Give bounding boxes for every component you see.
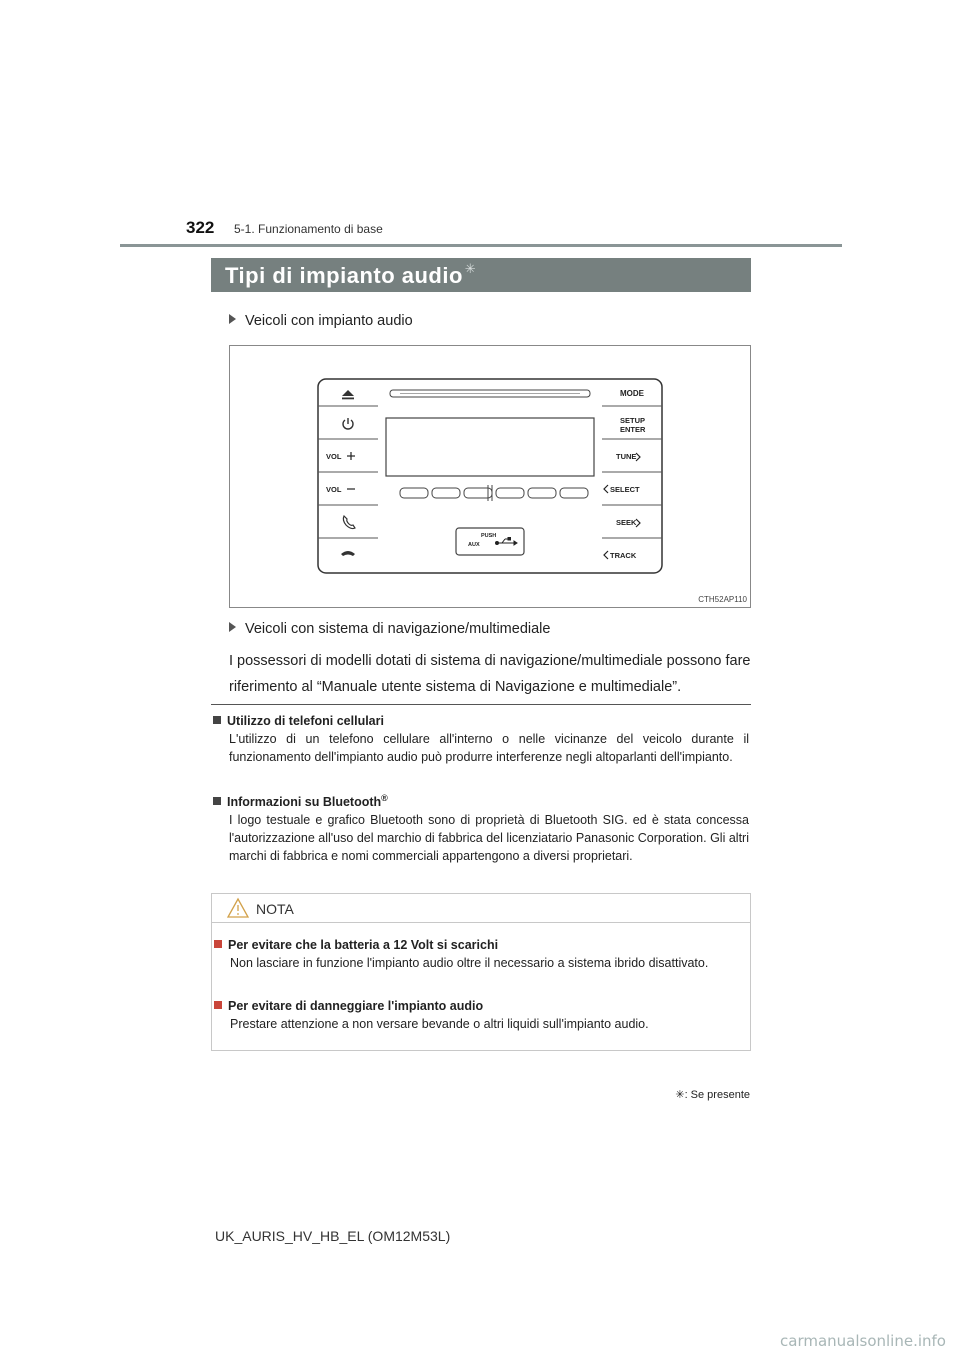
caution-heading: [214, 936, 746, 954]
caution-body: Prestare attenzione a non versare bevande o altri liquidi sull'impianto audio.: [230, 1017, 649, 1031]
seek-button: SEEK: [616, 518, 637, 527]
bullet-navigation-system: [229, 621, 550, 637]
footnote: [675, 1088, 750, 1101]
bullet-text: Veicoli con sistema di navigazione/multimediale: [245, 621, 551, 637]
caution-label: NOTA: [256, 901, 294, 917]
caution-item-battery: [214, 936, 746, 972]
registered-mark: ®: [381, 793, 388, 803]
square-bullet-icon: [213, 797, 221, 805]
caution-header: [212, 894, 750, 923]
section-label: 5-1. Funzionamento di base: [234, 222, 383, 236]
setup-button: SETUP: [620, 416, 646, 425]
square-bullet-icon: [214, 940, 222, 948]
vol-down-button: VOL: [326, 485, 342, 494]
track-button: TRACK: [610, 551, 637, 560]
header-rule: [120, 244, 842, 247]
vol-up-button: VOL: [326, 452, 342, 461]
note-cellphones: [213, 712, 749, 766]
separator-rule: [211, 704, 751, 705]
footer-code: UK_AURIS_HV_HB_EL (OM12M53L): [215, 1228, 451, 1244]
page-title-text: Tipi di impianto audio: [225, 263, 463, 288]
watermark: carmanualsonline.info: [780, 1332, 946, 1350]
push-label: PUSH: [481, 533, 497, 539]
caution-heading-text: Per evitare di danneggiare l'impianto audio: [228, 999, 484, 1013]
note-heading: [213, 712, 749, 730]
note-body: I logo testuale e grafico Bluetooth sono di proprietà di Bluetooth SIG. ed è stata concessa l'autorizzazione all'uso del marchio di fabbrica del licenziatario Panasonic Corporation. Gli altri marchi di fabbrica e nomi commerciali appartengono a diversi proprietari.: [229, 813, 749, 864]
select-button: SELECT: [610, 485, 640, 494]
note-body: L'utilizzo di un telefono cellulare all'interno o nelle vicinanze del veicolo durante il funzionamento dell'impianto audio può produrre interferenze negli altoparlanti dell'impianto.: [229, 732, 749, 764]
asterisk-icon: ✳: [464, 261, 477, 276]
footnote-text: : Se presente: [684, 1089, 750, 1101]
caution-heading-text: Per evitare che la batteria a 12 Volt si scarichi: [228, 938, 499, 952]
note-heading-text: Utilizzo di telefoni cellulari: [227, 714, 384, 728]
caution-body: Non lasciare in funzione l'impianto audio oltre il necessario a sistema ibrido disattivato.: [230, 956, 709, 970]
triangle-bullet-icon: [229, 622, 236, 632]
note-heading-text: Informazioni su Bluetooth: [227, 795, 382, 810]
triangle-bullet-icon: [229, 314, 236, 324]
bullet-text: Veicoli con impianto audio: [245, 313, 413, 329]
asterisk-icon: ✳: [675, 1089, 685, 1101]
mode-button: MODE: [620, 389, 644, 398]
title-bar: [211, 258, 751, 292]
warning-triangle-icon: [226, 897, 250, 919]
audio-unit-illustration: [230, 346, 750, 607]
bullet-audio-system: [229, 313, 413, 329]
page-number: 322: [186, 218, 215, 237]
page-title: [225, 263, 476, 289]
figure-id: CTH52AP110: [698, 595, 747, 604]
audio-unit-figure: [229, 345, 751, 608]
caution-item-damage: [214, 997, 746, 1033]
square-bullet-icon: [214, 1001, 222, 1009]
display-screen: [386, 418, 594, 476]
enter-button: ENTER: [620, 425, 646, 434]
square-bullet-icon: [213, 716, 221, 724]
aux-label: AUX: [468, 542, 480, 548]
note-bluetooth: [213, 789, 749, 865]
note-heading: [213, 789, 749, 811]
tune-button: TUNE: [616, 452, 637, 461]
caution-box: [211, 893, 751, 1051]
body-paragraph: I possessori di modelli dotati di sistema di navigazione/multimediale possono fare riferimento al “Manuale utente sistema di Navigazione e multimediale”.: [229, 653, 751, 695]
caution-heading: [214, 997, 746, 1015]
